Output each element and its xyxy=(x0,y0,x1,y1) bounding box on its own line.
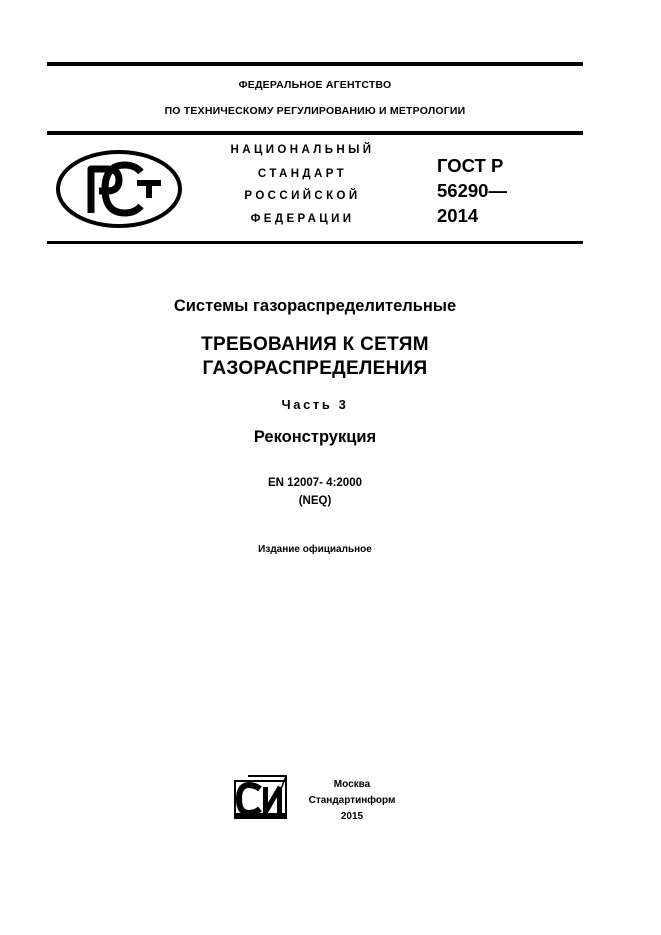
top-rule xyxy=(47,62,583,66)
header-rule xyxy=(47,131,583,135)
document-title-line-2: ГАЗОРАСПРЕДЕЛЕНИЯ xyxy=(202,358,428,379)
part-title: Реконструкция xyxy=(253,428,377,446)
imprint-year: 2015 xyxy=(340,811,364,822)
gost-designation-line-3: 2014 xyxy=(437,205,479,226)
national-line-1: НАЦИОНАЛЬНЫЙ xyxy=(230,144,375,156)
edition-label: Издание официальное xyxy=(258,544,372,555)
en-equivalence: (NEQ) xyxy=(298,495,332,507)
document-title-line-1: ТРЕБОВАНИЯ К СЕТЯМ xyxy=(201,334,429,355)
document-subtitle: Системы газораспределительные xyxy=(173,297,457,315)
en-reference: EN 12007- 4:2000 xyxy=(268,477,362,489)
standard-rule xyxy=(47,241,583,244)
gost-designation-line-2: 56290— xyxy=(437,180,507,201)
national-line-4: ФЕДЕРАЦИИ xyxy=(250,213,355,225)
imprint-publisher: Стандартинформ xyxy=(308,795,396,806)
rst-gost-emblem-icon xyxy=(55,149,183,229)
national-line-2: СТАНДАРТ xyxy=(257,168,348,180)
national-line-3: РОССИЙСКОЙ xyxy=(244,190,361,202)
agency-line-1: ФЕДЕРАЛЬНОЕ АГЕНТСТВО xyxy=(238,79,392,91)
imprint-city: Москва xyxy=(333,779,371,790)
standartinform-emblem-icon xyxy=(234,775,288,819)
gost-designation-line-1: ГОСТ Р xyxy=(437,155,504,176)
part-number: Часть 3 xyxy=(281,397,349,412)
agency-line-2: ПО ТЕХНИЧЕСКОМУ РЕГУЛИРОВАНИЮ И МЕТРОЛОГИИ xyxy=(164,105,466,117)
